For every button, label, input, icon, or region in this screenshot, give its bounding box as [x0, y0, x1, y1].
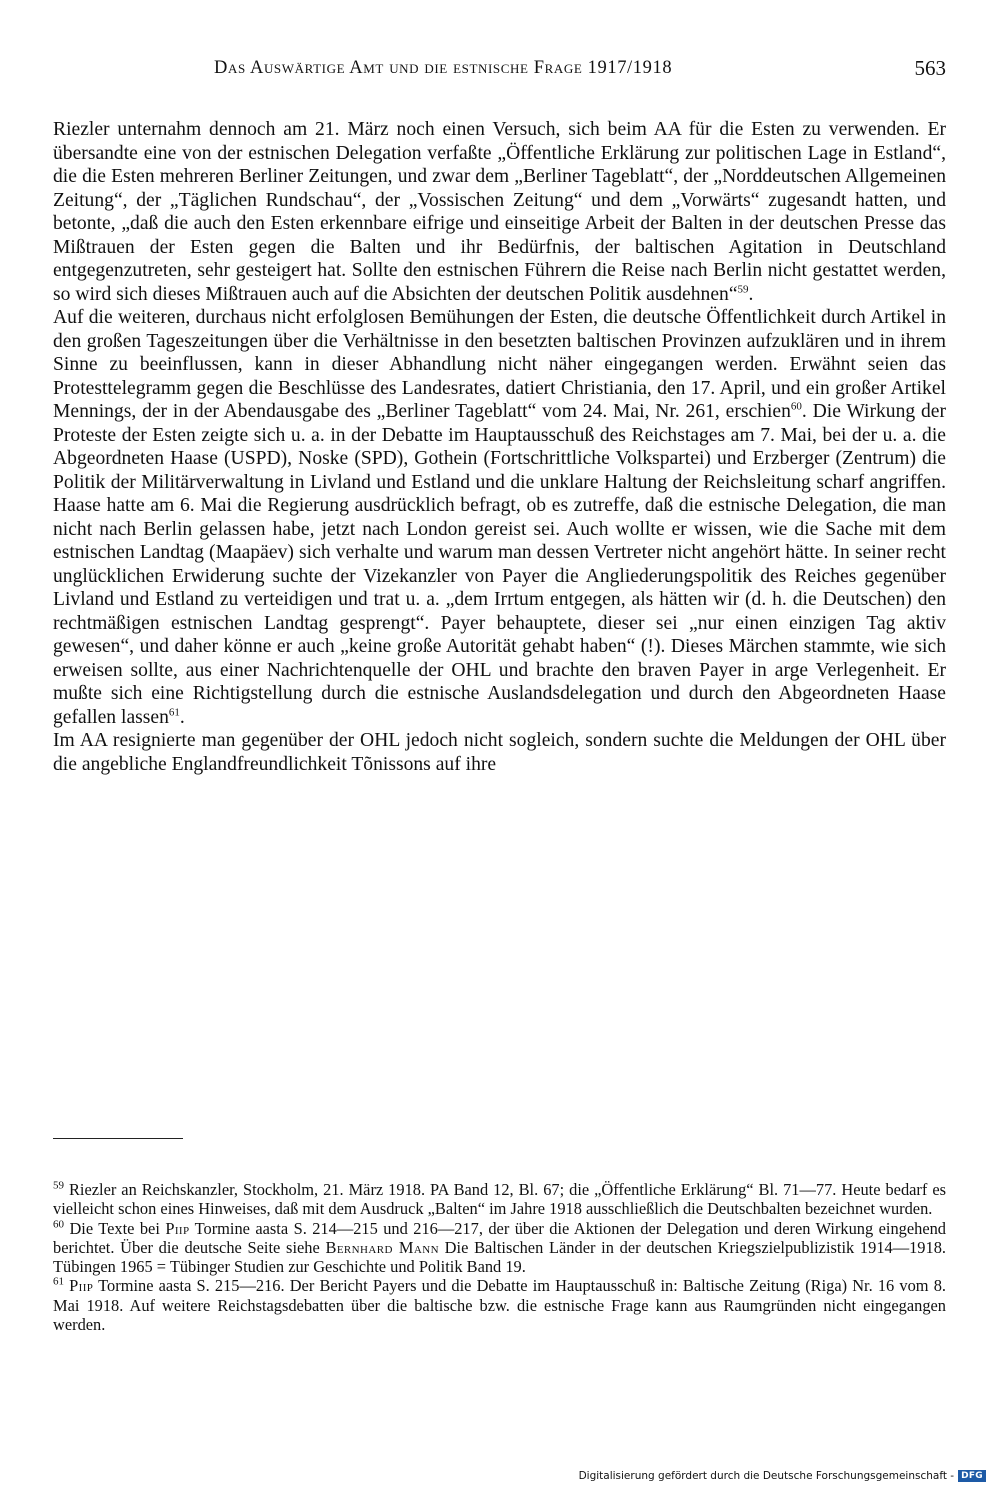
footnote-divider: [53, 1138, 183, 1139]
credit-text: Digitalisierung gefördert durch die Deutsche Forschungsgemeinschaft -: [578, 1470, 955, 1482]
footnote-ref-59: 59: [737, 282, 749, 295]
paragraph-2-text-b: . Die Wirkung der Proteste der Esten zeigte sich u. a. in der Debatte im Hauptausschuß des Reichstages am 7. Mai, bei der u. a. die Abgeordneten Haase (USPD), Noske (SPD), Gothein (Fortschrittliche Volkspartei) und Erzberger (Zentrum) die Politik der Militärverwaltung in Livland und Estland und die unklare Haltung der Reichsleitung scharf angriffen. Haase hatte am 6. Mai die Regierung ausdrücklich befragt, ob es zutreffe, daß die estnische Delegation, die man nicht nach Berlin gelassen habe, jetzt nach London gereist sei. Auch wollte er wissen, wie die Sache mit dem estnischen Landtag (Maapäev) sich verhalte und warum man dessen Vertreter nicht angehört hätte. In seiner recht unglücklichen Erwiderung suchte der Vizekanzler von Payer die Angliederungspolitik des Reiches gegenüber Livland und Estland zu verteidigen und trat u. a. „dem Irrtum entgegen, als hätten wir (d. h. die Deutschen) den rechtmäßigen estnischen Landtag gesprengt“. Payer behauptete, dieser sei „nur einen einzigen Tag aktiv gewesen“, und daher könne er auch „keine große Autorität gehabt haben“ (!). Dieses Märchen stammte, wie sich erweisen sollte, aus einer Nachrichtenquelle der OHL und brachte den braven Payer in arge Verlegenheit. Er mußte sich eine Richtigstellung durch die estnische Auslandsdelegation und durch den Abgeordneten Haase gefallen lassen: [53, 401, 946, 728]
paragraph-3-text: Im AA resignierte man gegenüber der OHL jedoch nicht sogleich, sondern suchte die Meldungen der OHL über die angebliche Englandfreundlichkeit Tõnissons auf ihre: [53, 730, 946, 775]
body-text: [53, 118, 946, 776]
header-title: Das Auswärtige Amt und die estnische Frage 1917/1918: [214, 58, 673, 78]
digitization-credit: [579, 1468, 986, 1484]
footnote-number: 59: [53, 1179, 64, 1192]
footnote-author: Piip: [165, 1218, 190, 1238]
footnote-author: Bernhard Mann: [325, 1237, 439, 1257]
footnote-number: 60: [53, 1218, 64, 1231]
footnote-text: Die Texte bei: [64, 1218, 166, 1238]
footnote-text: Tormine aasta S. 215—216. Der Bericht Payers und die Debatte im Hauptausschuß in: Baltische Zeitung (Riga) Nr. 16 vom 8. Mai 1918. Auf weitere Reichstagsdebatten über die baltische bzw. die estnische Frage kann aus Raumgründen nicht eingegangen werden.: [53, 1276, 946, 1335]
dfg-logo: DFG: [958, 1470, 986, 1482]
footnote-61: [53, 1276, 946, 1334]
paragraph-1-end: .: [748, 283, 754, 305]
paragraph-3: [53, 729, 946, 776]
footnote-60: [53, 1219, 946, 1277]
footnote-author: Piip: [69, 1276, 94, 1296]
paragraph-1: [53, 118, 946, 306]
paragraph-2-end: .: [179, 706, 185, 728]
footnote-text: Riezler an Reichskanzler, Stockholm, 21. März 1918. PA Band 12, Bl. 67; die „Öffentliche Erklärung“ Bl. 71—77. Heute bedarf es vielleicht schon eines Hinweises, daß mit dem Ausdruck „Balten“ im Jahre 1918 ausschließlich die Deutschbalten bezeichnet wurden.: [53, 1180, 946, 1219]
footnote-number: 61: [53, 1276, 64, 1289]
footnotes: [53, 1180, 946, 1334]
paragraph-2: [53, 306, 946, 729]
footnote-text: Tormine aasta S. 214—215 und 216—217, der über die Aktionen der Delegation und deren Wirkung eingehend berichtet. Über die deutsche Seite siehe: [53, 1218, 946, 1257]
footnote-59: [53, 1180, 946, 1219]
running-header: [214, 58, 946, 86]
footnote-text: Die Baltischen Länder in der deutschen Kriegszielpublizistik 1914—1918. Tübingen 1965 = Tübinger Studien zur Geschichte und Politik Band 19.: [53, 1237, 946, 1277]
footnote-ref-61: 61: [168, 705, 180, 718]
footnote-ref-60: 60: [790, 400, 802, 413]
page-number: 563: [914, 56, 946, 80]
paragraph-2-text-a: Auf die weiteren, durchaus nicht erfolglosen Bemühungen der Esten, die deutsche Öffentlichkeit durch Artikel in den großen Tageszeitungen über die Verhältnisse in den besetzten baltischen Provinzen aufzuklären und in ihrem Sinne zu beeinflussen, kann in dieser Abhandlung nicht näher eingegangen werden. Erwähnt seien das Protesttelegramm gegen die Beschlüsse des Landesrates, datiert Christiania, den 17. April, und ein großer Artikel Mennings, der in der Abendausgabe des „Berliner Tageblatt“ vom 24. Mai, Nr. 261, erschien: [53, 307, 946, 422]
paragraph-1-text: Riezler unternahm dennoch am 21. März noch einen Versuch, sich beim AA für die Esten zu verwenden. Er übersandte eine von der estnischen Delegation verfaßte „Öffentliche Erklärung zur politischen Lage in Estland“, die die Esten mehreren Berliner Zeitungen, und zwar dem „Berliner Tageblatt“, der „Norddeutschen Allgemeinen Zeitung“, der „Täglichen Rundschau“, der „Vossischen Zeitung“ und dem „Vorwärts“ zugesandt hatten, und betonte, „daß die auch den Esten erkennbare eifrige und einseitige Arbeit der Balten in der deutschen Presse das Mißtrauen der Esten gegen die Balten und ihr Bedürfnis, der baltischen Agitation in Deutschland entgegenzutreten, sehr gesteigert hat. Sollte den estnischen Führern die Reise nach Berlin nicht gestattet werden, so wird sich dieses Mißtrauen auch auf die Absichten der deutschen Politik ausdehnen“: [53, 119, 946, 305]
